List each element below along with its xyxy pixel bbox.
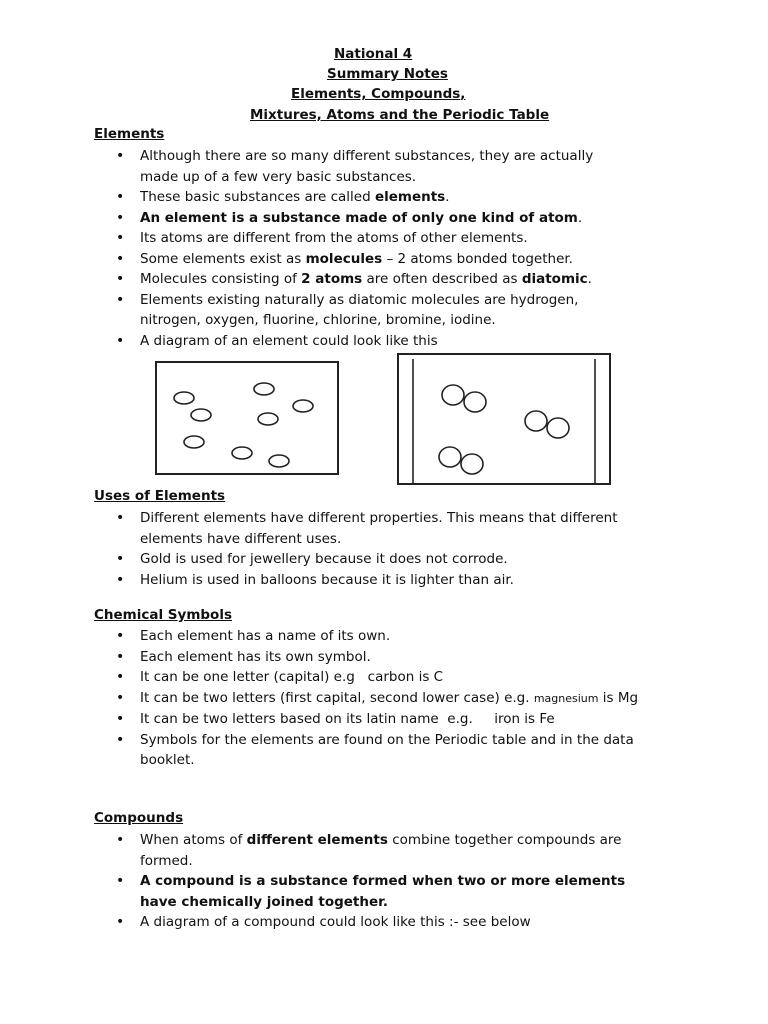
section-heading-elements: Elements (94, 126, 165, 142)
list-item (112, 647, 692, 668)
elements-bullet-list (112, 146, 632, 351)
symbols-b4-pre: It can be two letters (first capital, second lower case) e.g. (140, 689, 534, 706)
elements-b2-pre: These basic substances are called (140, 189, 375, 205)
list-item (112, 228, 632, 249)
elements-bullet-7: Elements existing naturally as diatomic molecules are hydrogen, nitrogen, oxygen, fluorine, chlorine, bromine, iodine. (140, 291, 579, 328)
list-item (112, 269, 632, 290)
molecule-atom (547, 418, 569, 438)
compounds-bullet-3: A diagram of a compound could look like this :- see below (140, 914, 531, 930)
title-comma: , (460, 86, 466, 102)
uses-bullet-1: Different elements have different properties. This means that different elements have different uses. (140, 510, 618, 547)
list-item (112, 830, 662, 871)
compounds-b1-post: combine together compounds are formed. (140, 832, 622, 869)
uses-bullet-list (112, 508, 682, 590)
list-item (112, 626, 692, 647)
compounds-b2-bold: A compound is a substance formed when two or more elements have chemically joined together. (140, 873, 626, 910)
list-item (112, 730, 692, 771)
title-summary-text: Summary Notes (327, 66, 448, 82)
compounds-bullet-list (112, 830, 662, 933)
diatomic-molecules-diagram (397, 353, 611, 485)
element-atoms-diagram (155, 361, 339, 475)
uses-bullet-2: Gold is used for jewellery because it does not corrode. (140, 551, 508, 567)
elements-b6-bold2: diatomic (521, 271, 588, 287)
symbols-bullet-5: It can be two letters based on its latin name e.g. iron is Fe (140, 711, 555, 727)
elements-b6-bold1: 2 atoms (301, 271, 363, 287)
list-item (112, 508, 682, 549)
section-heading-uses: Uses of Elements (94, 488, 226, 504)
elements-bullet-4: Its atoms are different from the atoms of other elements. (140, 230, 528, 246)
atom-circle (258, 413, 278, 425)
elements-b6-pre: Molecules consisting of (140, 271, 302, 287)
elements-b3-bold: An element is a substance made of only one kind of atom (140, 209, 578, 226)
symbols-bullet-list (112, 626, 692, 771)
list-item (112, 570, 682, 591)
atom-circle (254, 383, 274, 395)
elements-bullet-1: Although there are so many different substances, they are actually made up of a few very basic substances. (140, 148, 594, 185)
elements-b2-bold: elements (374, 189, 446, 205)
list-item (112, 290, 632, 331)
elements-bullet-8: A diagram of an element could look like this (140, 332, 438, 349)
atom-circle (184, 436, 204, 448)
list-item (112, 709, 692, 730)
symbols-bullet-3: It can be one letter (capital) e.g carbon is C (140, 669, 444, 685)
list-item (112, 208, 632, 229)
title-elements-compounds-text: Elements, Compounds (291, 86, 461, 102)
list-item (112, 688, 692, 710)
molecules-svg (399, 355, 609, 483)
list-item (112, 146, 632, 187)
elements-b2-post: . (445, 189, 450, 205)
list-item (112, 549, 682, 570)
atom-circle (269, 455, 289, 467)
atom-circle (174, 392, 194, 404)
elements-b6-mid: are often described as (362, 271, 522, 287)
compounds-b1-bold: different elements (246, 832, 388, 848)
title-line-mixtures: Mixtures, Atoms and the Periodic Table (250, 107, 550, 123)
symbols-bullet-1: Each element has a name of its own. (140, 628, 391, 644)
atom-circle (293, 400, 313, 412)
elements-b3-post: . (577, 209, 583, 226)
symbols-b4-post: is Mg (598, 689, 639, 706)
section-heading-compounds: Compounds (94, 810, 184, 826)
molecule-atom (439, 447, 461, 467)
list-item (112, 331, 632, 352)
list-item (112, 249, 632, 270)
uses-bullet-3: Helium is used in balloons because it is lighter than air. (140, 571, 514, 588)
elements-b5-pre: Some elements exist as (140, 250, 306, 267)
atoms-svg (157, 363, 337, 473)
atom-circle (232, 447, 252, 459)
symbols-bullet-6: Symbols for the elements are found on the Periodic table and in the data booklet. (140, 731, 634, 768)
section-heading-symbols: Chemical Symbols (94, 607, 232, 623)
title-line-elements-compounds (291, 84, 465, 104)
molecule-atom (464, 392, 486, 412)
list-item (112, 871, 662, 912)
molecule-atom (442, 385, 464, 405)
elements-b5-bold: molecules (305, 250, 383, 267)
list-item (112, 912, 662, 933)
symbols-b4-small: magnesium (533, 691, 599, 705)
molecule-atom (525, 411, 547, 431)
atom-circle (191, 409, 211, 421)
elements-b5-post: – 2 atoms bonded together. (382, 250, 573, 267)
elements-b6-post: . (587, 271, 592, 287)
title-line-summary (327, 64, 448, 84)
symbols-bullet-2: Each element has its own symbol. (140, 648, 371, 665)
list-item (112, 187, 632, 208)
title-line-national: National 4 (334, 46, 413, 62)
list-item (112, 667, 692, 688)
compounds-b1-pre: When atoms of (140, 832, 247, 848)
molecule-atom (461, 454, 483, 474)
